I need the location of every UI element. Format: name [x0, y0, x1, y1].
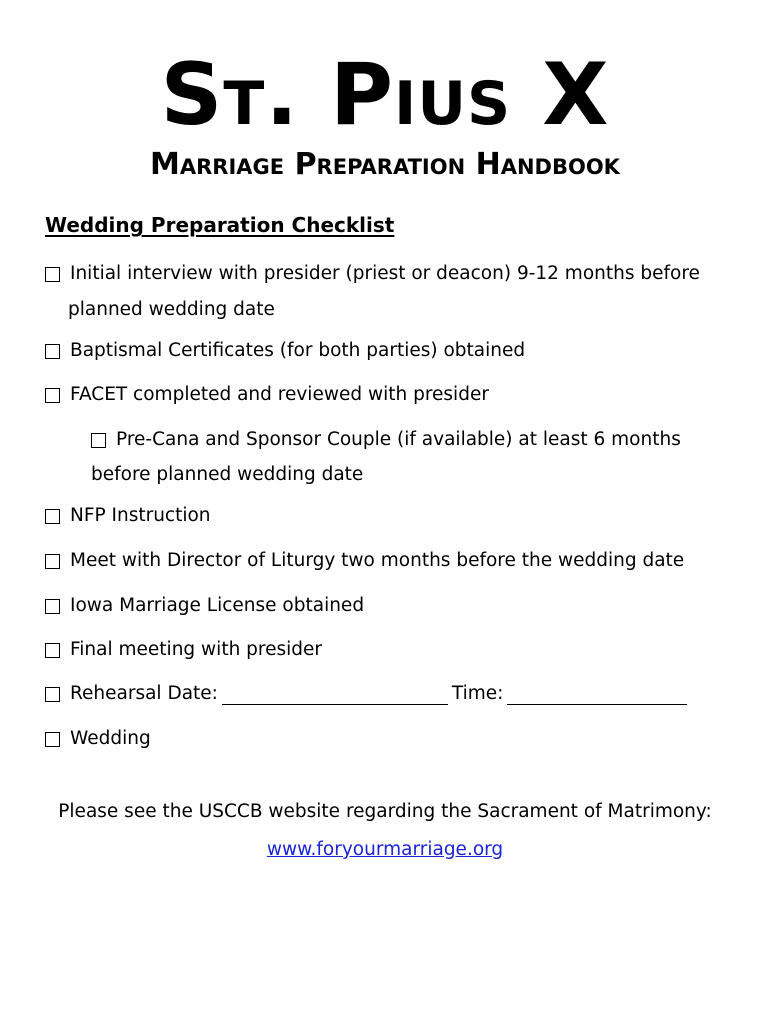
checklist-item-facet[interactable]	[45, 377, 489, 413]
checklist-item-precana[interactable]	[91, 422, 681, 458]
checklist-item-text: Pre-Cana and Sponsor Couple (if available) at least 6 months	[116, 429, 681, 450]
checklist-item-wedding[interactable]	[45, 721, 151, 757]
checkbox-icon[interactable]	[45, 554, 60, 569]
checklist-item-liturgy[interactable]	[45, 543, 684, 579]
footer-link-wrapper	[0, 835, 770, 865]
checklist-item-initial-interview[interactable]	[45, 256, 700, 292]
checkbox-icon[interactable]	[45, 643, 60, 658]
checklist-item-text: Initial interview with presider (priest or deacon) 9-12 months before	[70, 263, 700, 284]
footer-note: Please see the USCCB website regarding the Sacrament of Matrimony:	[58, 801, 712, 822]
checklist-item-license[interactable]	[45, 588, 364, 624]
checklist-item-text: Baptismal Certificates (for both parties) obtained	[70, 340, 526, 361]
rehearsal-time-label: Time:	[451, 683, 504, 704]
checklist-item-continuation: before planned wedding date	[91, 464, 364, 485]
checkbox-icon[interactable]	[45, 599, 60, 614]
page-subtitle: Marriage Preparation Handbook	[150, 147, 620, 182]
checkbox-icon[interactable]	[45, 388, 60, 403]
checklist-item-text: Iowa Marriage License obtained	[70, 595, 365, 616]
checkbox-icon[interactable]	[45, 687, 60, 702]
rehearsal-date-label: Rehearsal Date:	[70, 683, 218, 704]
checklist-item-continuation: planned wedding date	[68, 299, 275, 320]
checkbox-icon[interactable]	[45, 267, 60, 282]
usccb-website-link[interactable]: www.foryourmarriage.org	[266, 839, 504, 860]
checklist-item-text: FACET completed and reviewed with presider	[70, 384, 489, 405]
page-title: St. Pius X	[160, 45, 610, 145]
checkbox-icon[interactable]	[91, 433, 106, 448]
checklist-item-nfp[interactable]	[45, 498, 211, 534]
checklist-item-text: Final meeting with presider	[70, 639, 323, 660]
checklist-item-final-meeting[interactable]	[45, 632, 322, 668]
checklist-item-text: NFP Instruction	[70, 505, 211, 526]
rehearsal-time-field[interactable]	[507, 684, 687, 705]
checkbox-icon[interactable]	[45, 509, 60, 524]
checkbox-icon[interactable]	[45, 732, 60, 747]
checklist-item-baptismal[interactable]	[45, 333, 525, 369]
rehearsal-date-field[interactable]	[222, 684, 448, 705]
checkbox-icon[interactable]	[45, 344, 60, 359]
checklist-item-rehearsal[interactable]	[45, 676, 691, 712]
checklist-heading: Wedding Preparation Checklist	[45, 213, 395, 237]
checklist-item-text: Wedding	[70, 728, 151, 749]
checklist-item-text: Meet with Director of Liturgy two months before the wedding date	[70, 550, 685, 571]
